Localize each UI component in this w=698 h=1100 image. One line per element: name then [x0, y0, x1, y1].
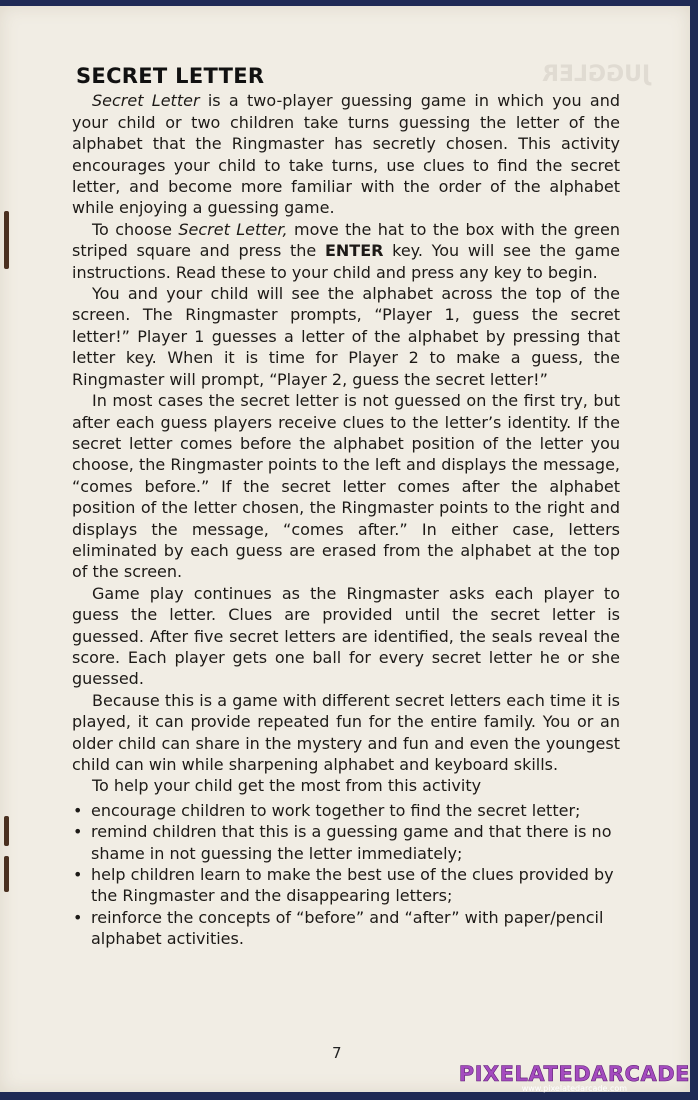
- bullet-icon: •: [73, 822, 83, 842]
- choose-text-a: To choose: [92, 219, 179, 239]
- watermark-logo: PIXELATEDARCADE: [458, 1062, 690, 1086]
- page-number: 7: [332, 1044, 342, 1062]
- bullet-icon: •: [73, 907, 83, 927]
- binding-staple-mid: [4, 816, 9, 846]
- paragraph-alphabet: You and your child will see the alphabet across the top of the screen. The Ringmaster prompts, “Player 1, guess the secret letter!” Player 1 guesses a letter of the alphabet by pressing that letter key. When it is time for Player 2 to make a guess, the Ringmaster will prompt, “Player 2, guess the secret letter!”: [72, 284, 620, 389]
- game-name-italic: Secret Letter: [92, 91, 200, 111]
- bleed-through-title: JUGGLER: [541, 62, 650, 87]
- choose-text-b: move the hat to the box with the green striped square and press the: [72, 219, 621, 261]
- choose-text-c: key. You will see the game instructions. Read these to your child and press any key to begin.: [72, 241, 620, 282]
- list-item: • reinforce the concepts of “before” and “after” with paper/pencil alphabet activities.: [73, 907, 604, 949]
- paragraph-clues: In most cases the secret letter is not guessed on the first try, but after each guess players receive clues to the letter’s identity. If the secret letter comes before the alphabet position of the letter you choose, the Ringmaster points to the left and displays the message, “comes before.” If the secret letter comes after the alphabet position of the letter chosen, the Ringmaster points to the right and displays the message, “comes after.” In either case, letters eliminated by each guess are erased from the alphabet at the top of the screen.: [72, 391, 620, 582]
- tips-list: [72, 800, 620, 950]
- list-item: • remind children that this is a guessing game and that there is no shame in not guessing the letter immediately;: [73, 822, 612, 863]
- section-title: SECRET LETTER: [76, 64, 265, 88]
- binding-staple-bottom: [4, 856, 9, 892]
- paragraph-gameplay: Game play continues as the Ringmaster asks each player to guess the letter. Clues are provided until the secret letter is guessed. After five secret letters are identified, the seals reveal the score. Each player gets one ball for every secret letter he or she guessed.: [72, 583, 620, 689]
- watermark-url: www.pixelatedarcade.com: [521, 1084, 628, 1093]
- list-item: • encourage children to work together to find the secret letter;: [73, 800, 581, 820]
- paragraph-family: Because this is a game with different secret letters each time it is played, it can provide repeated fun for the entire family. You or an older child can share in the mystery and fun and even the youngest child can win while sharpening alphabet and keyboard skills.: [72, 690, 620, 774]
- binding-staple-top: [4, 211, 9, 269]
- choose-game-italic: Secret Letter,: [178, 219, 288, 239]
- list-item: • help children learn to make the best use of the clues provided by the Ringmaster and the disappearing letters;: [73, 865, 614, 906]
- paragraph-tips-intro: To help your child get the most from this activity: [92, 776, 482, 796]
- manual-page: [0, 6, 690, 1092]
- paragraph-intro: [72, 90, 620, 218]
- enter-key-label: ENTER: [324, 241, 384, 261]
- intro-text: is a two-player guessing game in which you and your child or two children take turns guessing the letter of the alphabet that the Ringmaster has secretly chosen. This activity encourages your child to take turns, use clues to find the secret letter, and become more familiar with the order of the alphabet while enjoying a guessing game.: [72, 91, 621, 218]
- watermark: [459, 1062, 690, 1093]
- bullet-icon: •: [73, 865, 83, 885]
- paragraph-choose: [72, 219, 620, 283]
- bullet-icon: •: [73, 800, 83, 820]
- article-body: [72, 66, 620, 950]
